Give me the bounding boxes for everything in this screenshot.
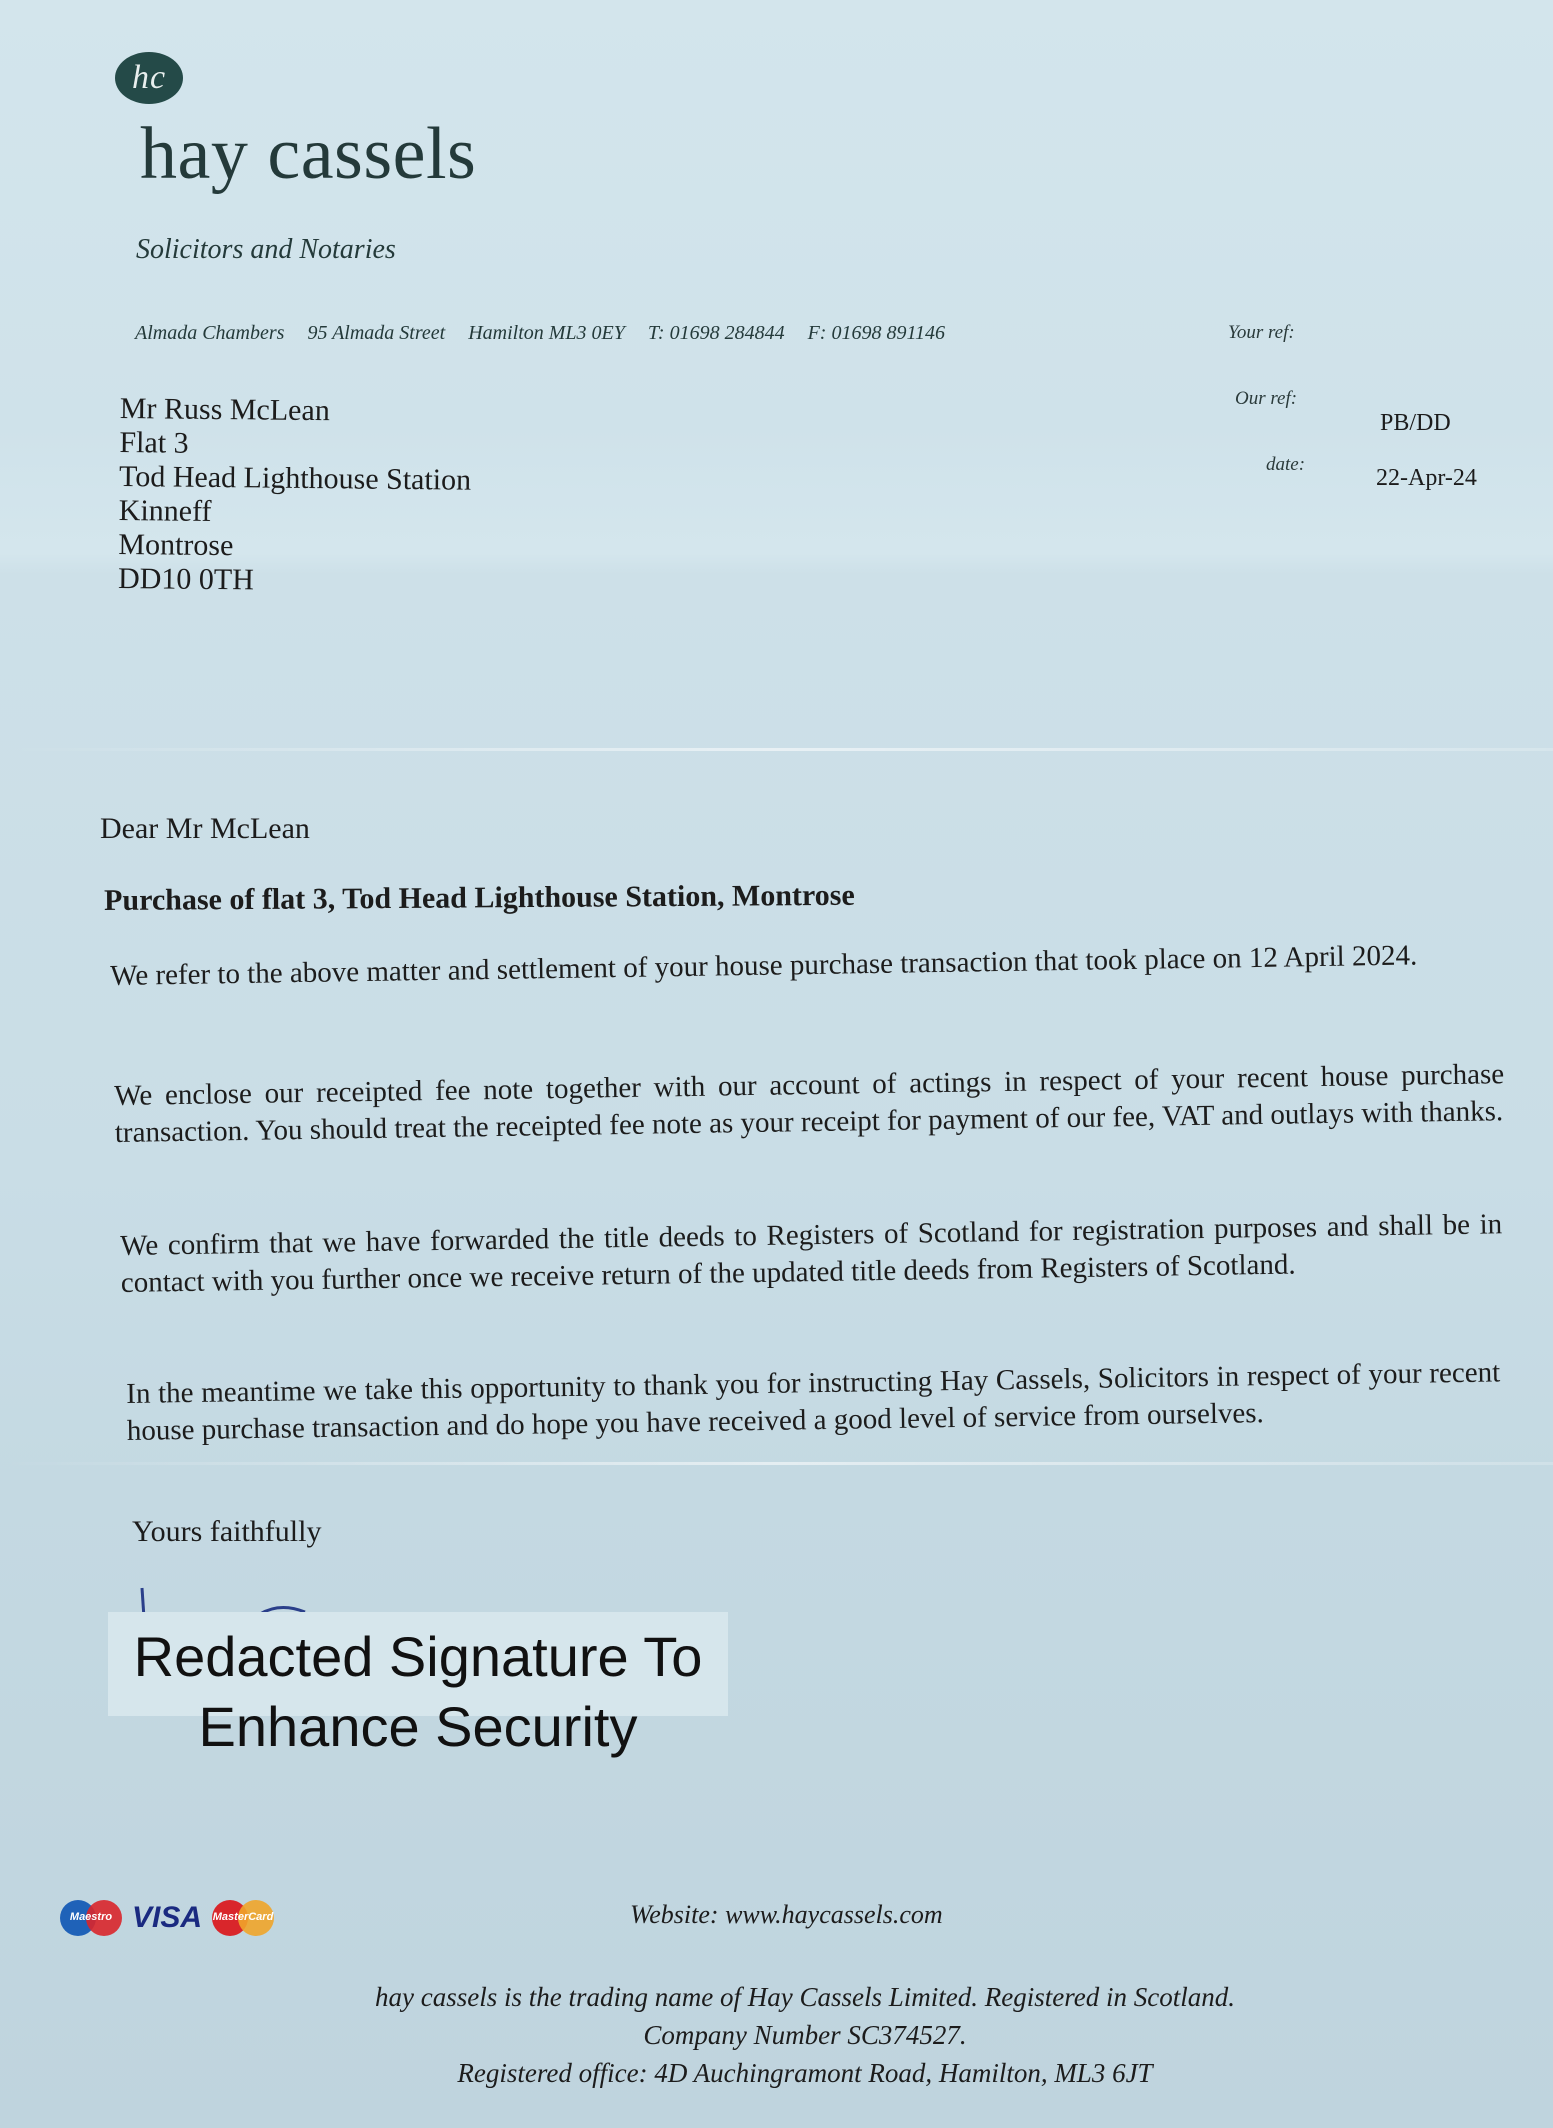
firm-logo-mark: hc — [115, 52, 183, 104]
closing: Yours faithfully — [132, 1515, 322, 1548]
legal-footer — [320, 1978, 1290, 2092]
our-ref-value: PB/DD — [1380, 410, 1451, 436]
our-ref-label: Our ref: — [1235, 388, 1298, 409]
payment-card-logos — [60, 1898, 274, 1938]
recipient-address-block — [118, 392, 472, 600]
address-fax: F: 01698 891146 — [807, 322, 945, 344]
legal-line-registered-office: Registered office: 4D Auchingramont Road, Hamilton, ML3 6JT — [457, 2058, 1153, 2088]
address-building: Almada Chambers — [135, 322, 285, 344]
paragraph-2: We enclose our receipted fee note together with our account of actings in respect of your recent house purchase transaction. You should treat the receipted fee note as your receipt for payment of our fee, VAT and outlays with thanks. — [114, 1058, 1505, 1149]
your-ref-label: Your ref: — [1228, 322, 1295, 343]
maestro-logo: Maestro — [60, 1900, 122, 1936]
firm-tagline: Solicitors and Notaries — [136, 234, 396, 265]
recipient-name: Mr Russ McLean — [119, 392, 330, 428]
firm-address-line — [135, 322, 963, 345]
redaction-line-2: Enhance Security — [198, 1695, 638, 1758]
mastercard-logo: MasterCard — [212, 1900, 274, 1936]
date-label: date: — [1266, 454, 1306, 475]
recipient-town: Montrose — [118, 527, 234, 563]
visa-logo: VISA — [132, 1901, 203, 1934]
firm-name: hay cassels — [140, 113, 477, 195]
address-street: 95 Almada Street — [307, 322, 446, 344]
address-town: Hamilton ML3 0EY — [468, 322, 625, 344]
address-phone: T: 01698 284844 — [647, 322, 785, 344]
recipient-locality: Kinneff — [118, 493, 212, 528]
legal-line-company-number: Company Number SC374527. — [643, 2020, 967, 2050]
paragraph-1: We refer to the above matter and settlement of your house purchase transaction that took place on 12 April 2024. — [110, 939, 1418, 992]
signature-redaction-notice — [108, 1622, 728, 1762]
paragraph-4: In the meantime we take this opportunity to thank you for instructing Hay Cassels, Solicitors in respect of your recent house purchase transaction and do hope you have received a good level of service from ourselves. — [126, 1356, 1501, 1447]
date-value: 22-Apr-24 — [1376, 465, 1477, 491]
salutation: Dear Mr McLean — [100, 812, 310, 845]
recipient-postcode: DD10 0TH — [117, 561, 255, 597]
redaction-line-1: Redacted Signature To — [133, 1625, 703, 1688]
paragraph-3: We confirm that we have forwarded the title deeds to Registers of Scotland for registration purposes and shall be in contact with you further once we receive return of the updated title deeds from Registers of Scotland. — [120, 1208, 1503, 1299]
paper-fold-bottom — [0, 1462, 1553, 1465]
letter-subject: Purchase of flat 3, Tod Head Lighthouse Station, Montrose — [104, 878, 855, 917]
recipient-flat: Flat 3 — [119, 425, 189, 460]
legal-line-trading-name: hay cassels is the trading name of Hay Cassels Limited. Registered in Scotland. — [375, 1982, 1235, 2012]
paper-fold-top — [0, 748, 1553, 751]
website-line: Website: www.haycassels.com — [630, 1900, 943, 1929]
recipient-building: Tod Head Lighthouse Station — [118, 459, 472, 497]
